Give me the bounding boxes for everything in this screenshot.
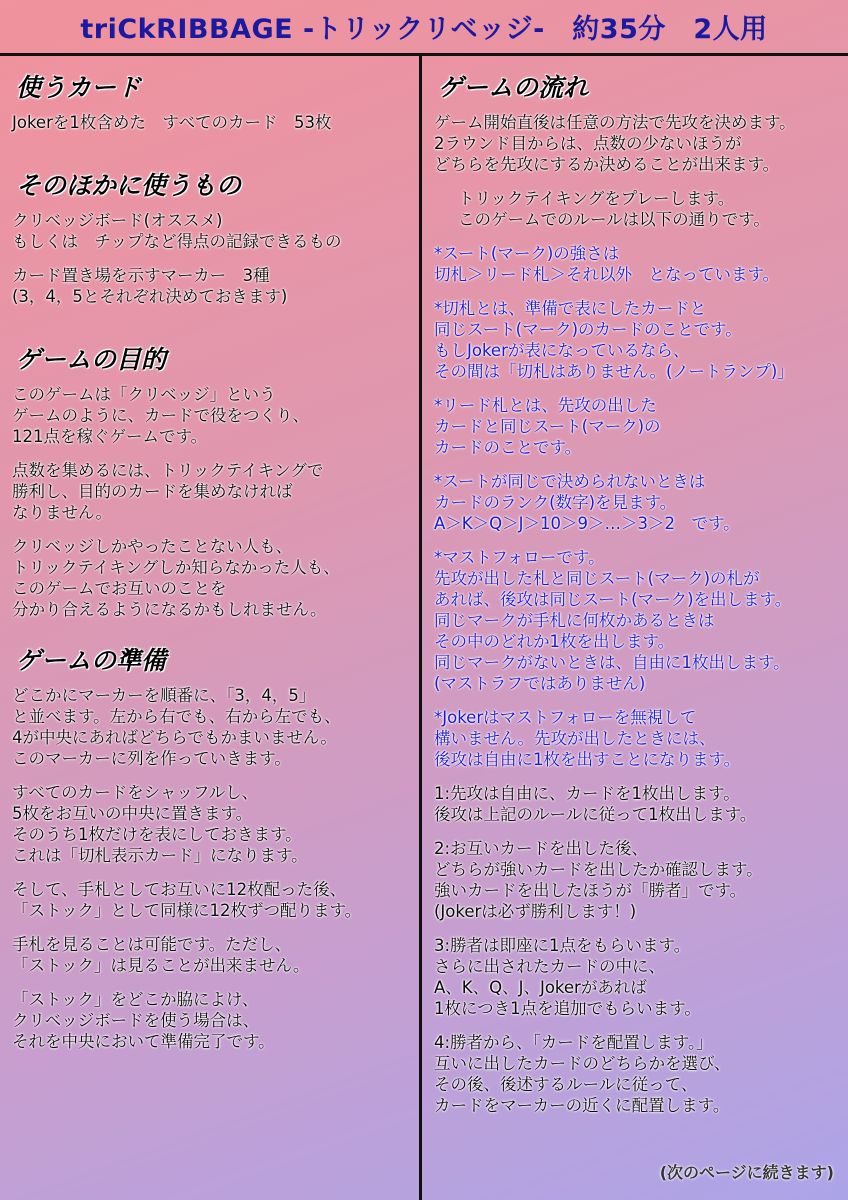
goal-text-2: 点数を集めるには、トリックテイキングで 勝利し、目的のカードを集めなければ なりません。: [12, 461, 324, 522]
step-2: 2:お互いカードを出した後、 どちらが強いカードを出したか確認します。 強いカードを出したほうが「勝者」です。 (Jokerは必ず勝利します！): [434, 839, 763, 921]
trick-note: トリックテイキングをプレーします。 このゲームでのルールは以下の通りです。: [458, 189, 770, 229]
rule-trump: *切札とは、準備で表にしたカードと 同じスート(マーク)のカードのことです。 もしJokerが表になっているなら、 その間は「切札はありません。(ノートランプ)」: [434, 299, 794, 381]
setup-text-4: 手札を見ることは可能です。ただし、 「ストック」は見ることが出来ません。: [12, 935, 310, 975]
cards-used-text: Jokerを1枚含めた すべてのカード 53枚: [12, 113, 332, 132]
heading-other-items: そのほかに使うもの: [16, 171, 242, 200]
left-column: [12, 64, 412, 1065]
heading-game-goal: ゲームの目的: [16, 345, 167, 374]
rule-suit-strength: *スート(マーク)の強さは 切札＞リード札＞それ以外 となっています。: [434, 244, 780, 284]
heading-game-flow: ゲームの流れ: [438, 73, 589, 102]
setup-text-3: そして、手札としてお互いに12枚配った後、 「ストック」として同様に12枚ずつ配ります。: [12, 880, 362, 920]
rule-rank: *スートが同じで決められないときは カードのランク(数字)を見ます。 A＞K＞Q＞J＞10＞9＞…＞3＞2 です。: [434, 472, 740, 533]
rule-lead-card: *リード札とは、先攻の出した カードと同じスート(マーク)の カードのことです。: [434, 396, 661, 457]
step-3: 3:勝者は即座に1点をもらいます。 さらに出されたカードの中に、 A、K、Q、J、Jokerがあれば 1枚につき1点を追加でもらいます。: [434, 936, 701, 1018]
goal-text-1: このゲームは「クリベッジ」という ゲームのように、カードで役をつくり、 121点を稼ぐゲームです。: [12, 385, 309, 446]
step-4: 4:勝者から、「カードを配置します。」 互いに出したカードのどちらかを選び、 その後、後述するルールに従って、 カードをマーカーの近くに配置します。: [434, 1033, 731, 1115]
right-column: [434, 64, 842, 1129]
step-1: 1:先攻は自由に、カードを1枚出します。 後攻は上記のルールに従って1枚出します。: [434, 784, 757, 824]
heading-game-setup: ゲームの準備: [16, 646, 167, 675]
column-divider: [419, 56, 422, 1200]
page-title: triCkRIBBAGE -トリックリベッジ- 約35分 2人用: [80, 14, 768, 45]
heading-cards-used: 使うカード: [16, 73, 142, 102]
other-items-text-1: クリベッジボード(オススメ) もしくは チップなど得点の記録できるもの: [12, 211, 342, 251]
setup-text-5: 「ストック」をどこか脇によけ、 クリベッジボードを使う場合は、 それを中央において準備完了です。: [12, 990, 275, 1051]
setup-text-2: すべてのカードをシャッフルし、 5枚をお互いの中央に置きます。 そのうち1枚だけを表にしておきます。 これは「切札表示カード」になります。: [12, 783, 308, 865]
rule-must-follow: *マストフォローです。 先攻が出した札と同じスート(マーク)の札が あれば、後攻は同じスート(マーク)を出します。 同じマークが手札に何枚かあるときは その中のどれか1枚を出します。 同じマークがないときは、自由に1枚出します。 (マストラフではありません): [434, 548, 792, 693]
title-bar: [0, 0, 848, 56]
flow-intro: ゲーム開始直後は任意の方法で先攻を決めます。 2ラウンド目からは、点数の少ないほうが どちらを先攻にするか決めることが出来ます。: [434, 113, 796, 174]
setup-text-1: どこかにマーカーを順番に、「3，4，5」 と並べます。左から右でも、右から左でも、 4が中央にあればどちらでもかまいません。 このマーカーに列を作っていきます。: [12, 686, 341, 768]
rule-joker: *Jokerはマストフォローを無視して 構いません。先攻が出したときには、 後攻は自由に1枚を出すことになります。: [434, 708, 741, 769]
continued-note: (次のページに続きます): [659, 1163, 834, 1182]
goal-text-3: クリベッジしかやったことない人も、 トリックテイキングしか知らなかった人も、 このゲームでお互いのことを 分かり合えるようになるかもしれません。: [12, 537, 340, 619]
other-items-text-2: カード置き場を示すマーカー 3種 (3，4，5とそれぞれ決めておきます): [12, 266, 288, 306]
